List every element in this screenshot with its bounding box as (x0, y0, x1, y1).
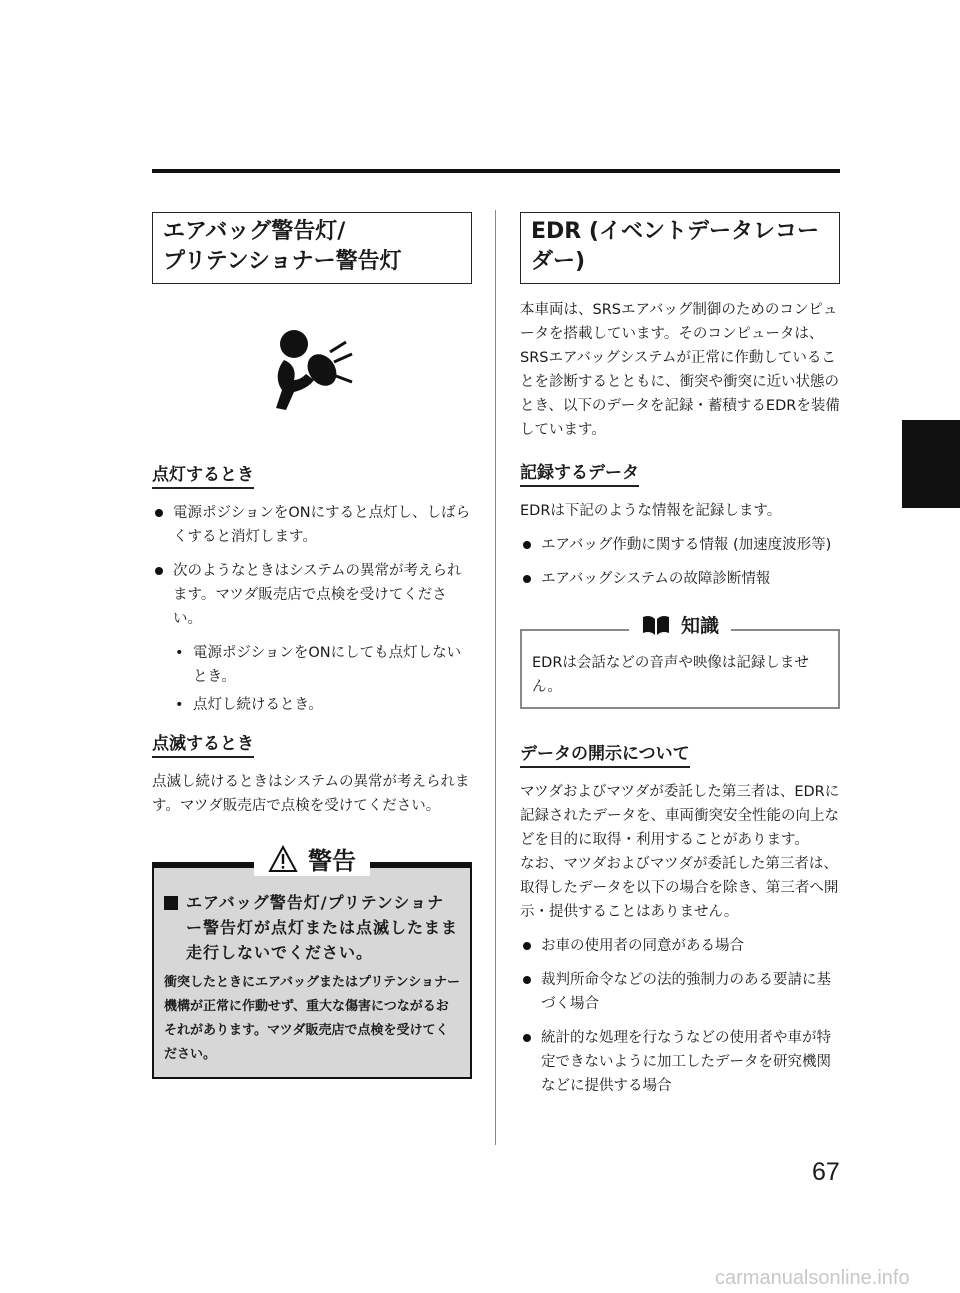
warning-box (152, 847, 472, 1079)
list-item: • 電源ポジションをONにしても点灯しないとき。 (173, 641, 472, 689)
warning-triangle-icon (268, 845, 298, 873)
blinks-text: 点滅し続けるときはシステムの異常が考えられます。マツダ販売店で点検を受けてください。 (152, 774, 470, 814)
list-item: 裁判所命令などの法的強制力のある要請に基づく場合 (520, 968, 840, 1016)
list-item: 次のようなときはシステムの異常が考えられます。マツダ販売店で点検を受けてください。 (152, 559, 472, 631)
edr-title: EDR (イベントデータレコーダー) (520, 212, 840, 284)
list-item: お車の使用者の同意がある場合 (520, 934, 840, 958)
lights-sub-list (173, 641, 472, 717)
top-rule (152, 169, 840, 173)
bullet-dot-icon (523, 942, 531, 950)
warning-title: エアバッグ警告灯/プリテンショナー警告灯が点灯または点滅したまま走行しないでください。 (164, 890, 460, 965)
watermark: carmanualsonline.info (715, 1267, 910, 1289)
list-item: エアバッグシステムの故障診断情報 (520, 567, 840, 591)
lights-heading: 点灯するとき (152, 460, 254, 489)
recorded-data-text: EDRは下記のような情報を記録します。 (520, 503, 782, 519)
disclosure-list (520, 934, 840, 1098)
right-column (520, 212, 840, 1108)
open-book-icon (641, 613, 671, 637)
bullet-dot-icon (155, 567, 163, 575)
disclosure-text-1: マツダおよびマツダが委託した第三者は、EDRに記録されたデータを、車両衝突安全性能の向上などを目的に取得・利用することがあります。 (520, 784, 840, 848)
list-item: 電源ポジションをONにすると点灯し、しばらくすると消灯します。 (152, 501, 472, 549)
mini-bullet-icon: • (175, 697, 184, 713)
edr-intro: 本車両は、SRSエアバッグ制御のためのコンピュータを搭載しています。そのコンピュータは、SRSエアバッグシステムが正常に作動していることを診断するとともに、衝突や衝突に近い状態のとき、以下のデータを記録・蓄積するEDRを装備しています。 (520, 302, 840, 438)
knowledge-label-text: 知識 (680, 615, 720, 637)
warning-body: 衝突したときにエアバッグまたはプリテンショナー機構が正常に作動せず、重大な傷害につながるおそれがあります。マツダ販売店で点検を受けてください。 (164, 975, 460, 1062)
knowledge-box (520, 615, 840, 709)
bullet-dot-icon (155, 509, 163, 517)
chapter-side-tab (902, 420, 960, 508)
bullet-dot-icon (523, 575, 531, 583)
column-divider (495, 210, 496, 1145)
bullet-dot-icon (523, 1034, 531, 1042)
airbag-seated-person-icon (268, 324, 356, 412)
list-item: エアバッグ作動に関する情報 (加速度波形等) (520, 533, 840, 557)
airbag-warning-light-title (152, 212, 472, 284)
knowledge-label (629, 611, 731, 638)
mini-bullet-icon: • (175, 645, 184, 661)
blinks-heading: 点滅するとき (152, 729, 254, 758)
left-column (152, 212, 472, 1079)
warning-label (254, 841, 370, 876)
title-line-1: エアバッグ警告灯/ (163, 219, 346, 244)
square-bullet-icon (164, 896, 178, 910)
warning-label-text: 警告 (308, 847, 356, 875)
knowledge-text: EDRは会話などの音声や映像は記録しません。 (532, 655, 809, 695)
title-line-2: プリテンショナー警告灯 (163, 249, 402, 274)
recorded-data-list (520, 533, 840, 591)
list-item: 統計的な処理を行なうなどの使用者や車が特定できないように加工したデータを研究機関などに提供する場合 (520, 1026, 840, 1098)
page-number: 67 (812, 1158, 840, 1186)
recorded-data-heading: 記録するデータ (520, 458, 639, 487)
airbag-warning-icon (152, 324, 472, 412)
list-item: • 点灯し続けるとき。 (173, 693, 472, 717)
disclosure-heading: データの開示について (520, 739, 690, 768)
bullet-dot-icon (523, 541, 531, 549)
bullet-dot-icon (523, 976, 531, 984)
disclosure-text-2: なお、マツダおよびマツダが委託した第三者は、取得したデータを以下の場合を除き、第三者へ開示・提供することはありません。 (520, 856, 839, 920)
lights-bullet-list (152, 501, 472, 631)
